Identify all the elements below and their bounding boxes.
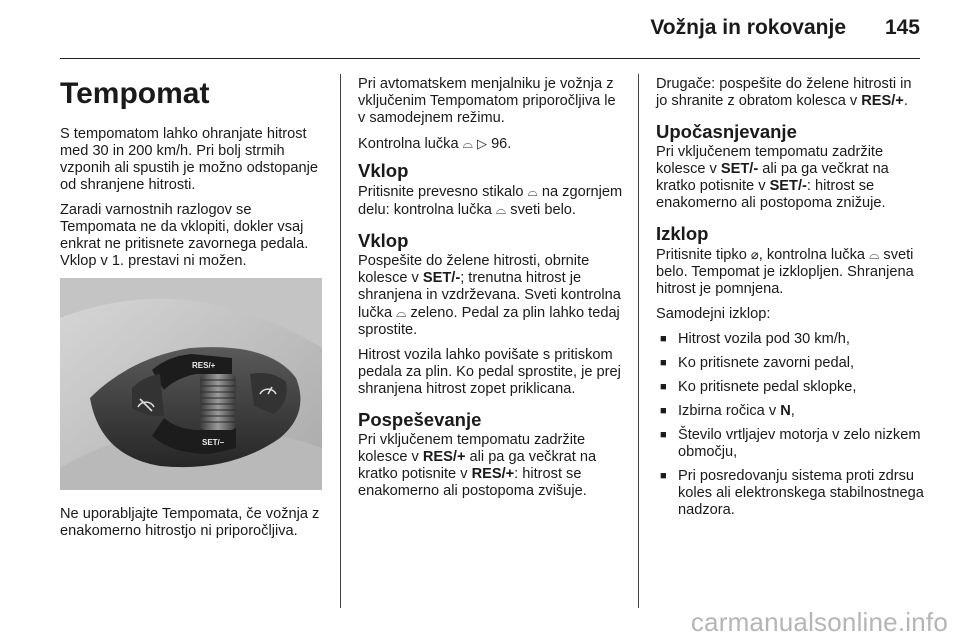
section-title: Vožnja in rokovanje: [650, 16, 846, 39]
heading-izklop: Izklop: [656, 223, 709, 244]
cruise-cancel-icon: ⌀: [750, 247, 759, 262]
paragraph: Samodejni izklop:: [656, 306, 771, 322]
paragraph: Hitrost vozila lahko povišate s pritiskom pedala za plin. Ko pedal sprostite, je prej shranjena hitrost zopet priklicana.: [358, 347, 621, 397]
paragraph: Drugače: pospešite do želene hitrosti in jo shranite z obratom kolesca v RES/+.: [656, 76, 912, 109]
cruise-control-icon: ⌓: [396, 305, 407, 320]
page-title: Tempomat: [60, 77, 210, 110]
auto-off-list: [656, 331, 926, 519]
heading-upocasnjevanje: Upočasnjevanje: [656, 121, 797, 142]
column-divider: [638, 74, 639, 608]
list-item: ■ Pri posredovanju sistema proti zdrsu koles ali elektronskega stabilnostnega nadzora.: [656, 468, 926, 519]
cruise-control-icon: ⌓: [495, 202, 507, 217]
heading-vklop: Vklop: [358, 160, 409, 181]
paragraph: S tempomatom lahko ohranjate hitrost med 30 in 200 km/h. Pri bolj strmih vzponih ali spustih je možno odstopanje od shranjene hitrosti.: [60, 126, 318, 193]
paragraph: Pri avtomatskem menjalniku je vožnja z vključenim Tempomatom priporočljiva le v samodejnem režimu.: [358, 76, 616, 126]
paragraph: Pri vključenem tempomatu zadržite kolesce v RES/+ ali pa ga večkrat na kratko potisnite v RES/+: hitrost se enakomerno ali postopoma zvišuje.: [358, 432, 597, 499]
column-divider: [340, 74, 341, 608]
set-minus-label: SET/–: [202, 438, 225, 447]
paragraph: Pospešite do želene hitrosti, obrnite kolesce v SET/-; trenutna hitrost je shranjena in vzdrževana. Sveti kontrolna lučka ⌓ zeleno. Pedal za plin lahko tedaj sprostite.: [358, 253, 621, 338]
column-2: [358, 76, 626, 508]
column-1: [60, 76, 326, 548]
page-number: 145: [884, 16, 920, 39]
cruise-control-icon: ⌓: [527, 184, 538, 199]
paragraph: Pri vključenem tempomatu zadržite kolesce v SET/- ali pa ga večkrat na kratko potisnite v SET/-: hitrost se enakomerno ali postopoma znižuje.: [656, 144, 889, 211]
list-item: ■ Izbirna ročica v N,: [656, 403, 926, 420]
paragraph: Kontrolna lučka ⌓ ▷ 96.: [358, 136, 512, 152]
res-plus-label: RES/+: [192, 361, 216, 370]
page-header: [60, 0, 920, 59]
page-reference-icon: ▷: [477, 136, 488, 151]
column-3: [656, 76, 926, 526]
cruise-control-icon: ⌓: [869, 247, 880, 262]
cruise-control-icon: ⌓: [462, 136, 473, 151]
steering-wheel-controls-photo: [60, 278, 322, 490]
heading-vklop: Vklop: [358, 230, 409, 251]
watermark: carmanualsonline.info: [690, 607, 948, 637]
paragraph: Ne uporabljajte Tempomata, če vožnja z enakomerno hitrostjo ni priporočljiva.: [60, 506, 320, 539]
paragraph: Zaradi varnostnih razlogov se Tempomata ne da vklopiti, dokler vsaj enkrat ne pritisnete zavornega pedala. Vklop v 1. prestavi ni možen.: [60, 202, 309, 269]
list-item: ■ Število vrtljajev motorja v zelo nizkem območju,: [656, 427, 926, 461]
list-item: ■ Ko pritisnete zavorni pedal,: [656, 355, 926, 372]
list-item: ■ Hitrost vozila pod 30 km/h,: [656, 331, 926, 348]
heading-pospesevanje: Pospeševanje: [358, 409, 482, 430]
paragraph: Pritisnite prevesno stikalo ⌓ na zgornjem delu: kontrolna lučka ⌓ sveti belo.: [358, 184, 623, 218]
list-item: ■ Ko pritisnete pedal sklopke,: [656, 379, 926, 396]
paragraph: Pritisnite tipko ⌀, kontrolna lučka ⌓ sveti belo. Tempomat je izklopljen. Shranjena hitrost je pomnjena.: [656, 247, 914, 297]
